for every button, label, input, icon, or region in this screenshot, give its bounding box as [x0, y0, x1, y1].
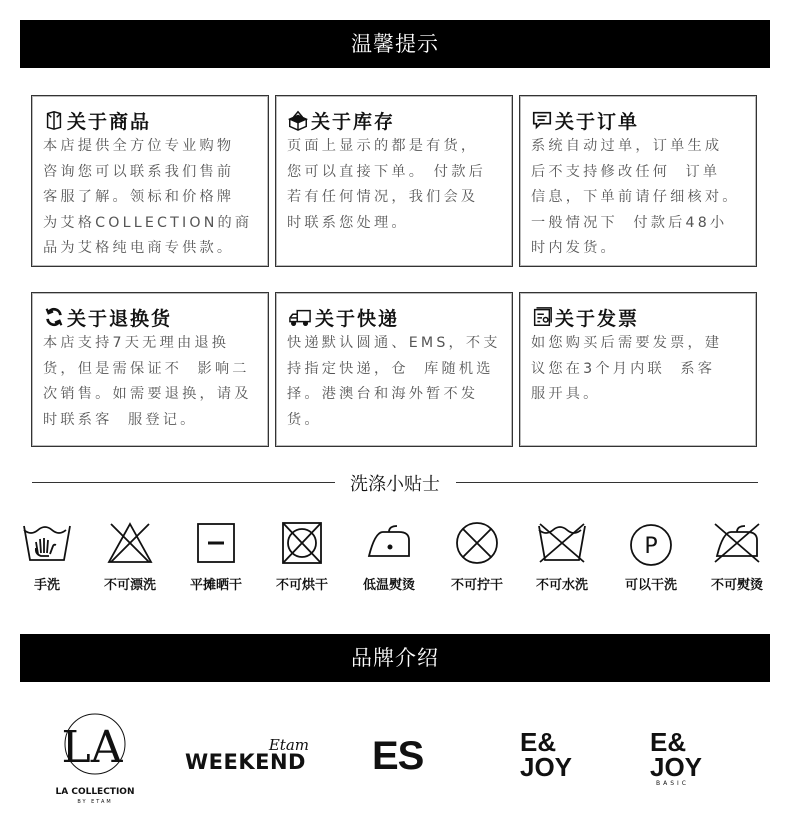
card-title: 关于订单: [555, 110, 640, 133]
card-body: 本店支持7天无理由退换 货，但是需保证不 影响二 次销售。如需要退换，请及 时联系客 服登记。: [43, 335, 252, 428]
la-collection-sub: BY ETAM: [77, 799, 113, 805]
la-collection-logo: [50, 708, 140, 780]
card-returns: [31, 292, 269, 447]
care-divider-left: [32, 482, 335, 483]
dry-clean-icon: [625, 520, 677, 566]
card-body: 本店提供全方位专业购物 咨询您可以联系我们售前 客服了解。领标和价格牌 为艾格COLLECTION的商 品为艾格纯电商专供款。: [43, 138, 253, 256]
card-title: 关于库存: [311, 110, 396, 133]
care-item-no-tumble-dry: [262, 520, 342, 593]
la-collection-name: LA COLLECTION: [55, 787, 135, 797]
svg-text:LA: LA: [61, 722, 123, 773]
care-label: 可以干洗: [624, 578, 677, 593]
care-label: 不可熨烫: [710, 578, 763, 593]
care-label: 低温熨烫: [362, 578, 415, 593]
invoice-icon: [531, 306, 553, 328]
delivery-truck-icon: [287, 306, 313, 328]
etam-script: Etam: [268, 736, 309, 754]
care-item-no-bleach: [90, 520, 170, 593]
card-title: 关于快递: [315, 307, 400, 330]
hand-wash-icon: [21, 520, 73, 566]
no-tumble-dry-icon: [276, 520, 328, 566]
care-label: 不可拧干: [450, 578, 503, 593]
no-wring-icon: [451, 520, 503, 566]
card-body: 系统自动过单，订单生成 后不支持修改任何 订单 信息，下单前请仔细核对。 一般情况下 付款后48小 时内发货。: [531, 138, 740, 256]
card-body: 快递默认圆通、EMS，不支 持指定快递，仓 库随机选 择。港澳台和海外暂不发 货。: [287, 335, 501, 428]
no-bleach-icon: [104, 520, 156, 566]
care-item-dry-clean: [611, 520, 691, 593]
care-item-dry-flat: [176, 520, 256, 593]
care-divider-right: [456, 482, 758, 483]
exchange-arrows-icon: [43, 306, 65, 328]
care-item-iron-low: [349, 520, 429, 593]
care-label: 不可水洗: [535, 578, 588, 593]
tips-banner: 温馨提示: [20, 20, 770, 68]
care-label: 手洗: [33, 578, 60, 593]
care-title: 洗涤小贴士: [350, 474, 440, 495]
brands-banner: 品牌介绍: [20, 634, 770, 682]
brand-es: [372, 732, 452, 782]
brand-etam-weekend: [185, 736, 315, 776]
card-title: 关于商品: [67, 110, 152, 133]
card-stock: [275, 95, 513, 267]
care-label: 不可烘干: [275, 578, 328, 593]
card-body: 如您购买后需要发票，建 议您在3个月内联 系客 服开具。: [531, 335, 723, 402]
brand-la-collection: [50, 708, 140, 808]
card-title: 关于退换货: [67, 307, 173, 330]
card-delivery: [275, 292, 513, 447]
ejoy-basic-sub: BASIC: [656, 780, 689, 787]
care-item-no-wring: [437, 520, 517, 593]
brand-ejoy: [520, 727, 580, 786]
card-product: [31, 95, 269, 267]
care-label: 不可漂洗: [103, 578, 156, 593]
ejoy-line2: JOY: [520, 752, 573, 782]
no-wash-icon: [536, 520, 588, 566]
ejoy-line1: E&: [520, 727, 557, 757]
card-invoice: [519, 292, 757, 447]
no-iron-icon: [711, 520, 763, 566]
care-item-hand-wash: [7, 520, 87, 593]
svg-text:P: P: [644, 534, 658, 559]
weekend-word: WEEKEND: [185, 750, 306, 774]
es-logo: ES: [372, 734, 424, 778]
iron-low-icon: [363, 520, 415, 566]
care-item-no-wash: [522, 520, 602, 593]
stock-boxes-icon: [287, 109, 309, 131]
card-title: 关于发票: [555, 307, 640, 330]
care-label: 平摊晒干: [189, 578, 242, 593]
order-message-icon: [531, 109, 553, 131]
card-order: [519, 95, 757, 267]
ejoy-basic-line2: JOY: [650, 752, 703, 782]
dry-flat-icon: [190, 520, 242, 566]
card-body: 页面上显示的都是有货， 您可以直接下单。 付款后 若有任何情况，我们会及 时联系您处理。: [287, 138, 486, 231]
care-item-no-iron: [697, 520, 777, 593]
ejoy-basic-line1: E&: [650, 727, 687, 757]
brand-ejoy-basic: [650, 727, 710, 794]
box-icon: [43, 109, 65, 131]
